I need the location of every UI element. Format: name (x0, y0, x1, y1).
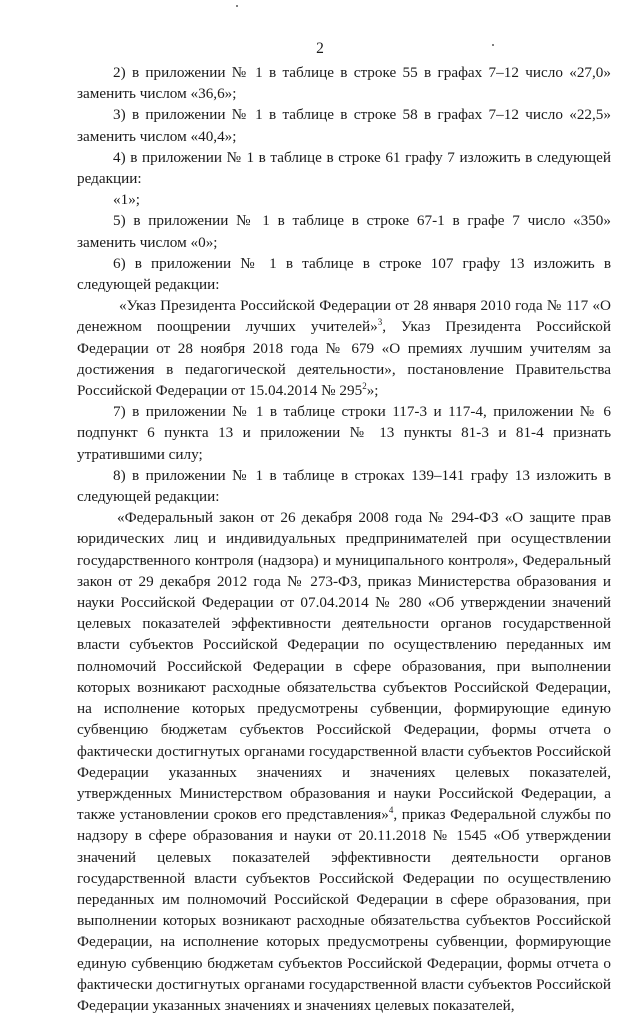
paragraph-item-7: 7) в приложении № 1 в таблице строки 117-3 и 117-4, приложении № 6 подпункт 6 пункта 13 и приложении № 13 пункты 81-3 и 81-4 признать утратившими силу; (77, 403, 611, 463)
paragraph-replacement-value: «1»; (113, 191, 141, 209)
footnote-ref: 3 (377, 317, 383, 328)
quoted-edition-8 (77, 507, 611, 1016)
quote-text-part: , приказ Федеральной службы по надзору в сфере образования и науки от 20.11.2018 № 1545 «Об утверждении значений целевых показателей эффективности деятельности органов государственной власти субъектов Российской Федерации по осуществлению переданных им полномочий Российской Федерации в сфере образования, при выполнении которых возникают расходные обязательства субъектов Российской Федерации, на исполнение которых предусмотрены субвенции, формирующие единую субвенцию бюджетам субъектов Российской Федерации, формы отчета о фактически достигнутых органами государственной власти субъектов Российской Федерации указанных значениях и значениях целевых показателей, (77, 806, 611, 1014)
paragraph-item-6: 6) в приложении № 1 в таблице в строке 107 графу 13 изложить в следующей редакции: (77, 254, 611, 294)
paragraph-item-8: 8) в приложении № 1 в таблице в строках 139–141 графу 13 изложить в следующей редакции: (77, 466, 611, 506)
footnote-ref: 2 (362, 380, 367, 391)
paragraph-item-5: 5) в приложении № 1 в таблице в строке 67-1 в графе 7 число «350» заменить числом «0»; (77, 212, 611, 251)
paragraph-item-3: 3) в приложении № 1 в таблице в строке 58 в графах 7–12 число «22,5» заменить числом «40,4»; (77, 106, 611, 145)
quote-text-part: «Федеральный закон от 26 декабря 2008 года № 294-ФЗ «О защите прав юридических лиц и индивидуальных предпринимателей при осуществлении государственного контроля (надзора) и муниципального контроля», Федеральный закон от 29 декабря 2012 года № 273-ФЗ, приказ Министерства образования и науки Российской Федерации от 07.04.2014 № 280 «Об утверждении значений целевых показателей эффективности деятельности органов государственной власти субъектов Российской Федерации по осуществлению переданных им полномочий Российской Федерации в сфере образования, при выполнении которых возникают расходные обязательства субъектов Российской Федерации, на исполнение которых предусмотрены субвенции, формирующие единую субвенцию бюджетам субъектов Российской Федерации, формы отчета о фактически достигнутых органами государственной власти субъектов Российской Федерации указанных значениях и значениях целевых показателей, утвержденных Министерством образования и науки Российской Федерации, а также установлении сроков его представления» (77, 509, 611, 824)
page-number: 2 (316, 40, 324, 57)
quote-text-part: «Указ Президента Российской Федерации от 28 января 2010 года № 117 «О денежном поощрении лучших учителей» (77, 297, 611, 336)
quote-text-part: , Указ Президента Российской Федерации от 28 ноября 2018 года № 679 «О премиях лучшим учителям за достижения в педагогической деятельности», постановление Правительства Российской Федерации от 15.04.2014 № 295 (77, 318, 611, 400)
paragraph-item-2: 2) в приложении № 1 в таблице в строке 55 в графах 7–12 число «27,0» заменить числом «36,6»; (77, 64, 611, 103)
paragraph-item-4: 4) в приложении № 1 в таблице в строке 61 графу 7 изложить в следующей редакции: (77, 148, 611, 188)
quoted-edition-6 (77, 295, 611, 401)
footnote-ref: 4 (388, 805, 394, 816)
quote-text-part: »; (366, 382, 379, 400)
document-body (77, 62, 611, 1016)
scan-speck (236, 5, 238, 7)
